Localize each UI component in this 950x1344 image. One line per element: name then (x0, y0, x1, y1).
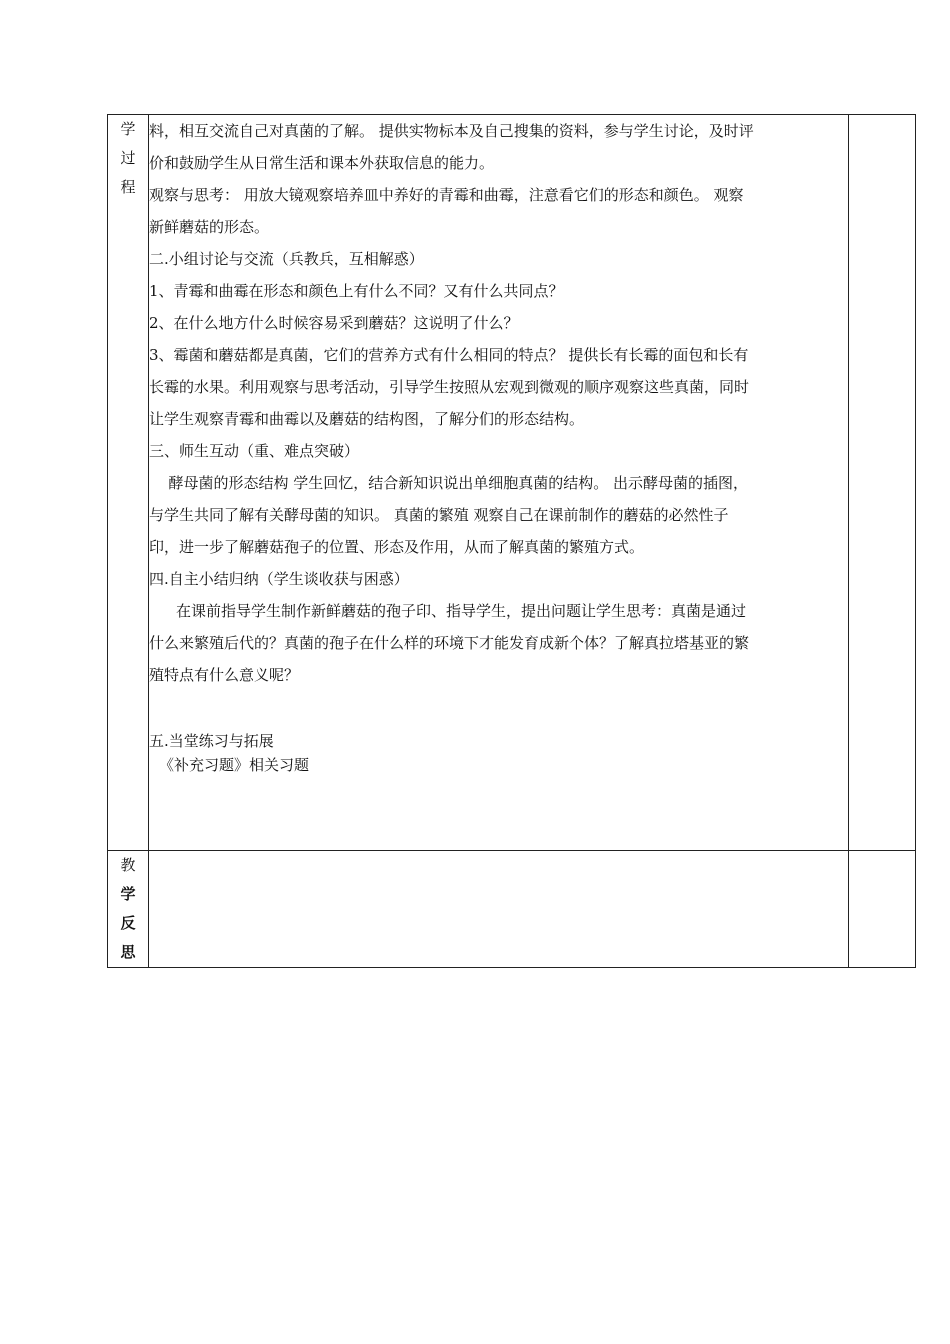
text-line: 2、在什么地方什么时候容易采到蘑菇？这说明了什么？ (149, 314, 519, 332)
text-line: 新鲜蘑菇的形态。 (149, 218, 270, 236)
section-heading: 五.当堂练习与拓展 (149, 732, 274, 750)
side-char: 学 (120, 120, 136, 138)
reflection-side-label (108, 851, 149, 968)
text-line: 观察与思考： 用放大镜观察培养皿中养好的青霉和曲霉，注意看它们的形态和颜色。 观察 (149, 186, 744, 204)
side-char: 思 (120, 943, 136, 961)
reflection-content (149, 851, 849, 968)
text-line: 料，相互交流自己对真菌的了解。 提供实物标本及自己搜集的资料，参与学生讨论，及时评 (149, 122, 754, 140)
text-line: 殖特点有什么意义呢？ (149, 666, 300, 684)
text-line: 《补充习题》相关习题 (159, 756, 310, 774)
section-heading: 三、师生互动（重、难点突破） (149, 442, 360, 460)
text-line: 让学生观察青霉和曲霉以及蘑菇的结构图，了解分们的形态结构。 (149, 410, 585, 428)
lesson-plan-table (107, 114, 916, 968)
text-line: 与学生共同了解有关酵母菌的知识。 真菌的繁殖 观察自己在课前制作的蘑菇的必然性子 (149, 506, 729, 524)
side-char: 教 (120, 856, 136, 874)
side-char: 学 (120, 885, 136, 903)
side-char: 反 (120, 914, 136, 932)
teaching-process-row (108, 115, 916, 851)
text-line: 酵母菌的形态结构 学生回忆，结合新知识说出单细胞真菌的结构。 出示酵母菌的插图， (168, 474, 749, 492)
text-line: 价和鼓励学生从日常生活和课本外获取信息的能力。 (149, 154, 495, 172)
text-line: 在课前指导学生制作新鲜蘑菇的孢子印、指导学生，提出问题让学生思考：真菌是通过 (176, 602, 747, 620)
spacer (149, 691, 848, 729)
reflection-row (108, 851, 916, 968)
process-content (149, 115, 849, 851)
text-line: 1、青霉和曲霉在形态和颜色上有什么不同？又有什么共同点？ (149, 282, 564, 300)
process-side-label (108, 115, 149, 851)
text-line: 3、霉菌和蘑菇都是真菌，它们的营养方式有什么相同的特点？ 提供长有长霉的面包和长有 (149, 346, 749, 364)
section-heading: 二.小组讨论与交流（兵教兵，互相解惑） (149, 250, 424, 268)
text-line: 长霉的水果。利用观察与思考活动，引导学生按照从宏观到微观的顺序观察这些真菌，同时 (149, 378, 750, 396)
side-char: 程 (120, 178, 136, 196)
text-line: 什么来繁殖后代的？真菌的孢子在什么样的环境下才能发育成新个体？了解真拉塔基亚的繁 (149, 634, 750, 652)
side-char: 过 (120, 149, 136, 167)
text-line: 印，进一步了解蘑菇孢子的位置、形态及作用，从而了解真菌的繁殖方式。 (149, 538, 645, 556)
section-heading: 四.自主小结归纳（学生谈收获与困惑） (149, 570, 409, 588)
process-notes-cell (849, 115, 916, 851)
reflection-notes-cell (849, 851, 916, 968)
